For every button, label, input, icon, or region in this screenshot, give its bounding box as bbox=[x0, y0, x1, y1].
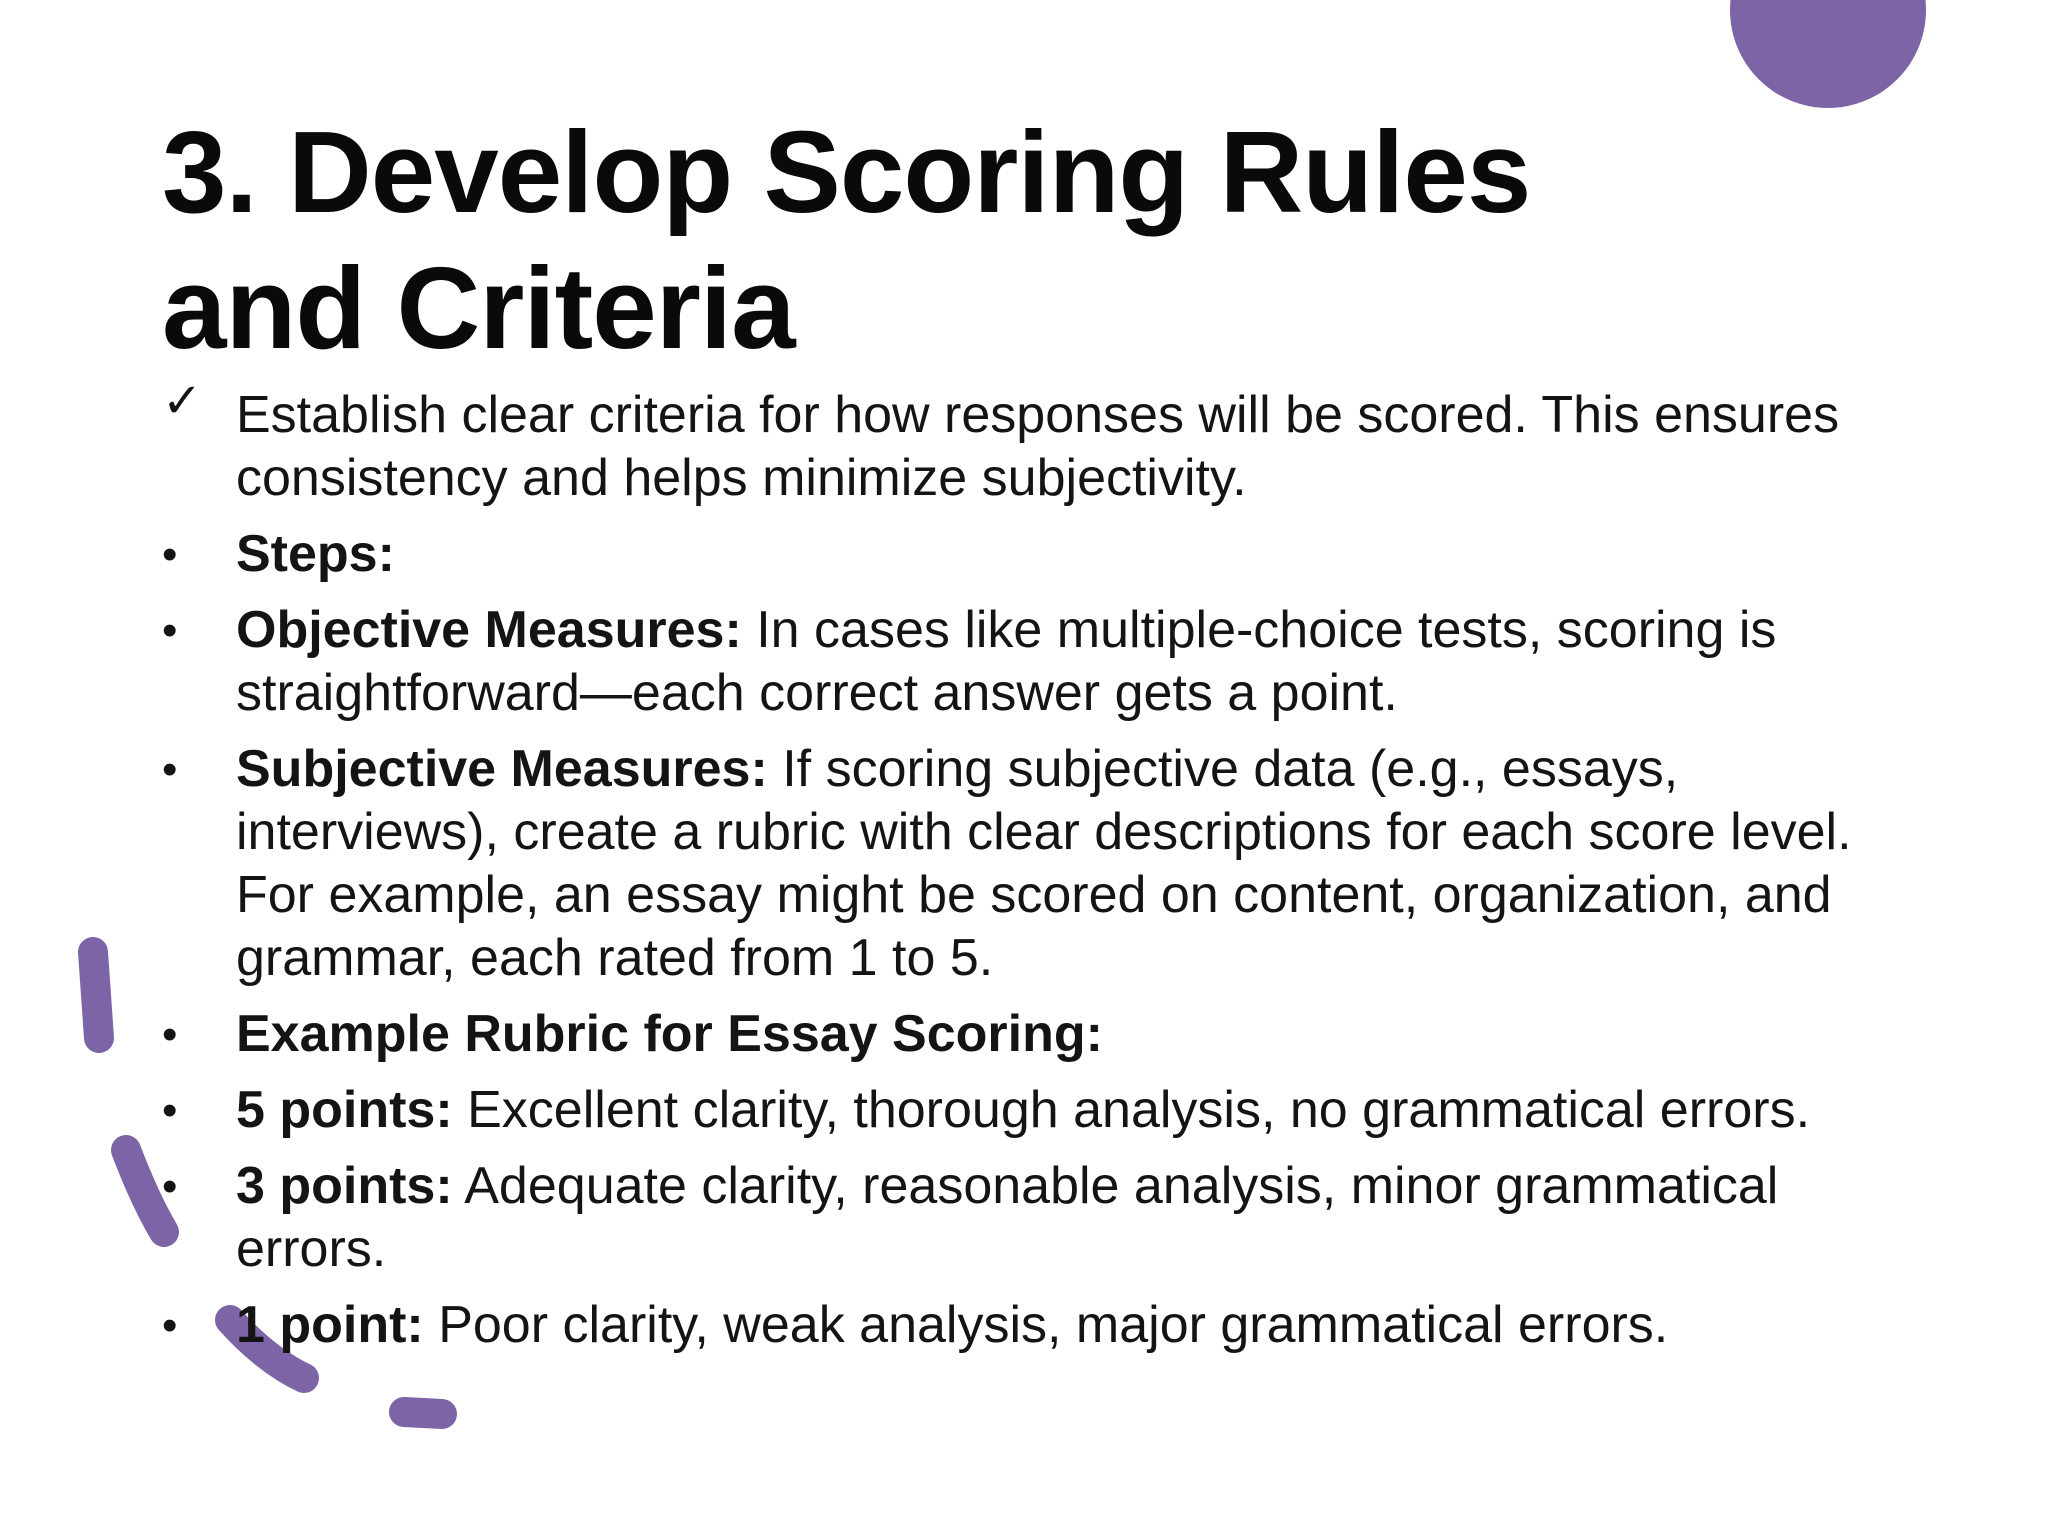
bullet-bold-text: 1 point: bbox=[236, 1296, 424, 1354]
bullet-item-criteria bbox=[162, 375, 1902, 510]
bullet-item-1-point bbox=[162, 1294, 1902, 1357]
bullet-bold-text: Subjective Measures: bbox=[236, 740, 768, 798]
bullet-bold-text: Objective Measures: bbox=[236, 601, 742, 659]
bullet-item-steps bbox=[162, 523, 1902, 586]
decorative-dash bbox=[126, 1150, 164, 1232]
checkmark-icon: ✓ bbox=[162, 375, 203, 428]
bullet-text: If scoring subjective data (e.g., essays, interviews), create a rubric with clear descriptions for each score level. For example, an essay might be scored on content, organization, and grammar, each rated from 1 to 5. bbox=[236, 740, 1852, 987]
bullet-dot-icon: • bbox=[162, 1301, 178, 1350]
decorative-circle bbox=[1730, 0, 1926, 108]
decorative-dash bbox=[404, 1412, 442, 1414]
bullet-bold-text: Steps: bbox=[236, 525, 395, 583]
bullet-text: Establish clear criteria for how responses will be scored. This ensures consistency and helps minimize subjectivity. bbox=[236, 386, 1840, 507]
slide-title: 3. Develop Scoring Rules and Criteria bbox=[162, 107, 1531, 373]
bullet-text: Poor clarity, weak analysis, major grammatical errors. bbox=[423, 1296, 1669, 1354]
bullet-dot-icon: • bbox=[162, 606, 178, 655]
bullet-item-objective-measures bbox=[162, 599, 1902, 725]
bullet-dot-icon: • bbox=[162, 530, 178, 579]
bullet-item-3-points bbox=[162, 1155, 1902, 1281]
bullet-bold-text: 5 points: bbox=[236, 1081, 453, 1139]
bullet-dot-icon: • bbox=[162, 745, 178, 794]
decorative-dash bbox=[93, 952, 99, 1038]
bullet-text: In cases like multiple-choice tests, scoring is straightforward—each correct answer gets a point. bbox=[236, 601, 1777, 722]
bullet-bold-text: 3 points: bbox=[236, 1157, 453, 1215]
bullet-text: Excellent clarity, thorough analysis, no grammatical errors. bbox=[452, 1081, 1811, 1139]
bullet-dot-icon: • bbox=[162, 1086, 178, 1135]
bullet-item-5-points bbox=[162, 1079, 1902, 1142]
bullet-text: Adequate clarity, reasonable analysis, minor grammatical errors. bbox=[236, 1157, 1779, 1278]
bullet-list bbox=[162, 375, 1902, 1370]
bullet-item-subjective-measures bbox=[162, 738, 1902, 990]
bullet-bold-text: Example Rubric for Essay Scoring: bbox=[236, 1005, 1103, 1063]
bullet-dot-icon: • bbox=[162, 1162, 178, 1211]
bullet-item-example-rubric bbox=[162, 1003, 1902, 1066]
bullet-dot-icon: • bbox=[162, 1010, 178, 1059]
